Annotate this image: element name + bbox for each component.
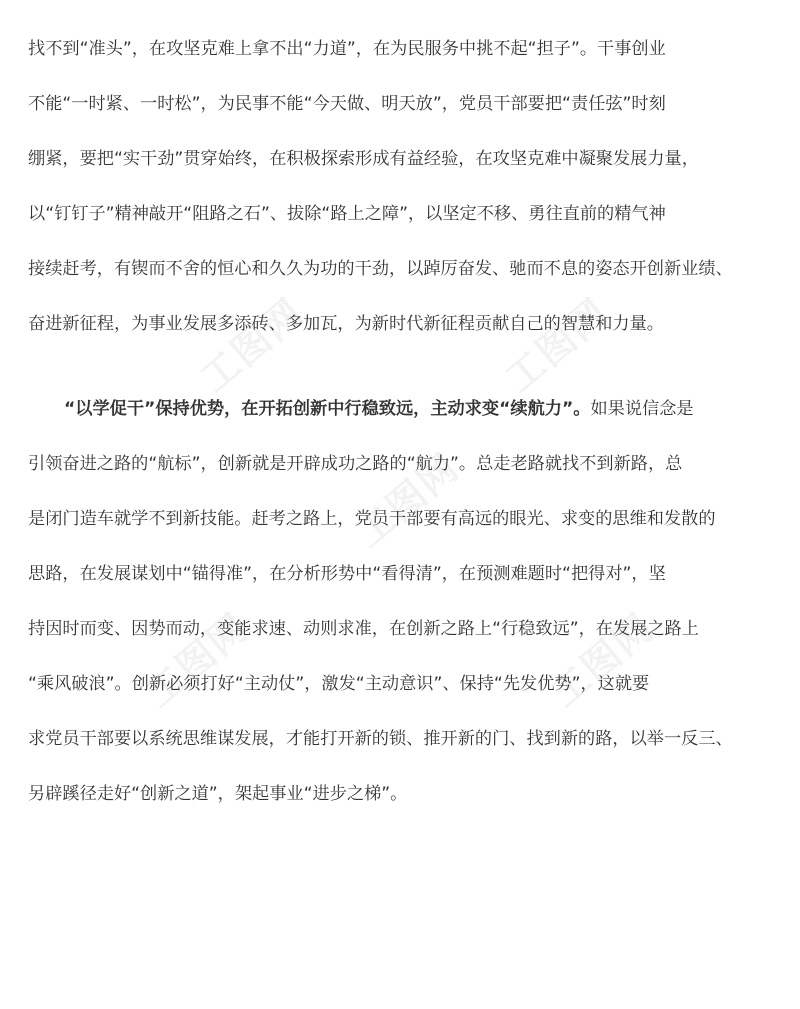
text-line: 找不到“准头”，在攻坚克难上拿不出“力道”，在为民服务中挑不起“担子”。干事创业 [28, 39, 666, 59]
text-line: 持因时而变、因势而动，变能求速、动则求准，在创新之路上“行稳致远”，在发展之路上 [28, 619, 699, 639]
text-line: 引领奋进之路的“航标”，创新就是开辟成功之路的“航力”。总走老路就找不到新路，总 [28, 454, 683, 474]
paragraph-lead-rest: 如果说信念是 [590, 399, 694, 419]
watermark: 工图网 [138, 606, 258, 716]
text-line: 以“钉钉子”精神敲开“阻路之石”、拔除“路上之障”，以坚定不移、勇往直前的精气神 [28, 204, 666, 224]
watermark: 工图网 [348, 446, 468, 556]
text-line: 不能“一时紧、一时松”，为民事不能“今天做、明天放”，党员干部要把“责任弦”时刻 [28, 94, 666, 114]
watermark: 工图网 [543, 606, 663, 716]
text-line: 求党员干部要以系统思维谋发展，才能打开新的锁、推开新的门、找到新的路，以举一反三、 [28, 729, 733, 749]
text-line-first [28, 396, 778, 423]
text-line: 另辟蹊径走好“创新之道”，架起事业“进步之梯”。 [28, 784, 408, 804]
watermark: 工图网 [498, 291, 618, 401]
text-line: 是闭门造车就学不到新技能。赶考之路上，党员干部要有高远的眼光、求变的思维和发散的 [28, 509, 716, 529]
watermark: 工图网 [193, 291, 313, 401]
paragraph-1 [28, 36, 778, 338]
text-line: 绷紧，要把“实干劲”贯穿始终，在积极探索形成有益经验，在攻坚克难中凝聚发展力量， [28, 149, 699, 169]
text-line: 思路，在发展谋划中“锚得准”，在分析形势中“看得清”，在预测难题时“把得对”，坚 [28, 564, 666, 584]
text-line: “乘风破浪”。创新必须打好“主动仗”，激发“主动意识”、保持“先发优势”，这就要 [28, 674, 650, 694]
text-line: 奋进新征程，为事业发展多添砖、多加瓦，为新时代新征程贡献自己的智慧和力量。 [28, 314, 664, 334]
paragraph-2 [28, 396, 778, 808]
text-line: 接续赶考，有锲而不舍的恒心和久久为功的干劲，以踔厉奋发、驰而不息的姿态开创新业绩、 [28, 259, 733, 279]
paragraph-lead-heading: “以学促干”保持优势，在开拓创新中行稳致远，主动求变“续航力”。 [64, 399, 591, 419]
